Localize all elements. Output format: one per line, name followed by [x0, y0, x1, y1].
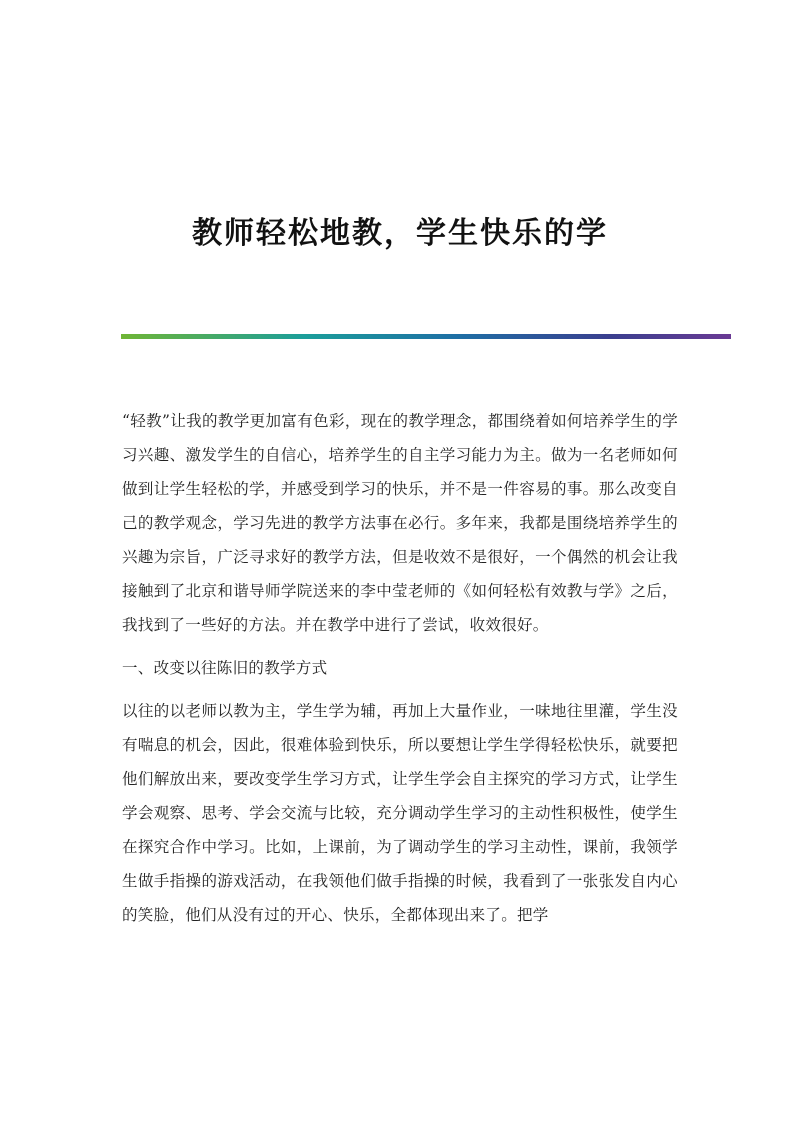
- section-heading: 一、改变以往陈旧的教学方式: [122, 659, 328, 677]
- body-text: [122, 404, 678, 941]
- title-divider: [121, 334, 731, 339]
- paragraph-intro: “轻教”让我的教学更加富有色彩，现在的教学理念，都围绕着如何培养学生的学习兴趣、激发学生的自信心，培养学生的自主学习能力为主。做为一名老师如何做到让学生轻松的学，并感受到学习的快乐，并不是一件容易的事。那么改变自己的教学观念，学习先进的教学方法事在必行。多年来，我都是围绕培养学生的兴趣为宗旨，广泛寻求好的教学方法，但是收效不是很好，一个偶然的机会让我接触到了北京和谐导师学院送来的李中莹老师的《如何轻松有效教与学》之后，我找到了一些好的方法。并在教学中进行了尝试，收效很好。: [122, 412, 678, 634]
- paragraph-section-one: 以往的以老师以教为主，学生学为辅，再加上大量作业，一味地往里灌，学生没有喘息的机会，因此，很难体验到快乐，所以要想让学生学得轻松快乐，就要把他们解放出来，要改变学生学习方式，让学生学会自主探究的学习方式，让学生学会观察、思考、学会交流与比较，充分调动学生学习的主动性积极性，使学生在探究合作中学习。比如，上课前，为了调动学生的学习主动性，课前，我领学生做手指操的游戏活动，在我领他们做手指操的时候，我看到了一张张发自内心的笑脸，他们从没有过的开心、快乐，全都体现出来了。把学: [122, 702, 678, 924]
- page-title: 教师轻松地教，学生快乐的学: [192, 216, 608, 252]
